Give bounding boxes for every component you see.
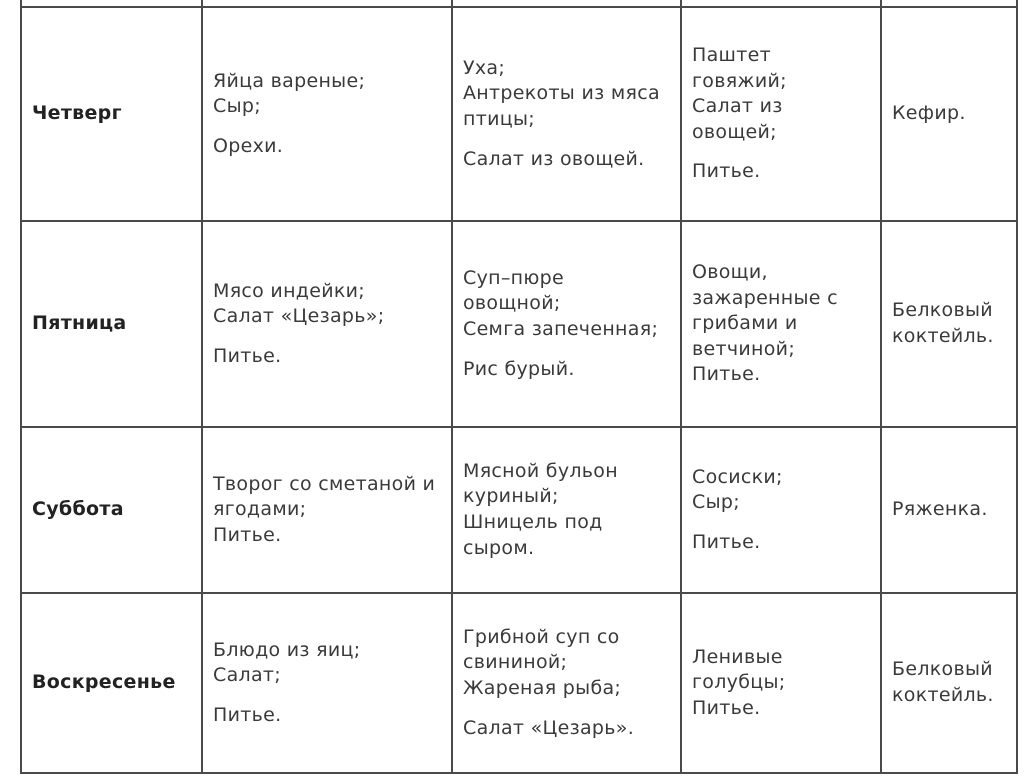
meal-item: Салат; [213, 664, 281, 687]
meal-item: свининой; [463, 651, 568, 674]
meal-item: Салат из [692, 95, 783, 118]
meal-item: Суп–пюре [463, 266, 564, 289]
table-row [21, 221, 1017, 427]
breakfast-cell [202, 221, 452, 427]
dinner-cell [681, 427, 881, 593]
meal-item: Ряженка. [892, 498, 988, 521]
meal-item: Кефир. [892, 102, 966, 125]
meal-item: Мясной бульон [463, 459, 618, 482]
meal-item: куриный; [463, 485, 559, 508]
day-cell [21, 221, 202, 427]
lunch-cell [452, 221, 681, 427]
meal-item: Семга запеченная; [463, 318, 659, 340]
table-row [21, 7, 1017, 221]
meal-item: Белковый [892, 658, 993, 681]
snack-cell [881, 593, 1017, 773]
meal-item: зажаренные с [692, 286, 838, 309]
meal-item: Мясо индейки; [213, 279, 366, 302]
meal-item: овощей; [692, 120, 777, 143]
table-cell [881, 0, 1017, 7]
meal-item: Питье. [213, 523, 282, 546]
meal-item: Творог со сметаной и [213, 472, 436, 495]
meal-item: Сыр; [213, 95, 261, 118]
meal-item: Ленивые [692, 645, 783, 668]
day-cell [21, 593, 202, 773]
day-label: Воскресенье [32, 671, 176, 694]
meal-item: Паштет [692, 43, 771, 66]
dinner-cell [681, 593, 881, 773]
meal-item: сыром. [463, 536, 535, 559]
snack-cell [881, 221, 1017, 427]
meal-item: Питье. [692, 363, 761, 386]
meal-item: Салат из овощей. [463, 147, 645, 170]
snack-cell [881, 7, 1017, 221]
meal-item: Жареная рыба; [463, 677, 622, 699]
meal-item: Блюдо из яиц; [213, 638, 361, 661]
meal-item: Антрекоты из мяса [463, 82, 660, 105]
table-row [21, 593, 1017, 773]
meal-item: Питье. [692, 160, 761, 183]
meal-item: ягодами; [213, 498, 307, 521]
meal-item: ветчиной; [692, 337, 796, 360]
meal-item: говяжий; [692, 69, 787, 92]
breakfast-cell [202, 7, 452, 221]
meal-item: грибами и [692, 312, 798, 335]
meal-item: Питье. [692, 530, 761, 553]
meal-item: коктейль. [892, 684, 994, 706]
meal-item: Овощи, [692, 260, 768, 283]
meal-item: Грибной суп со [463, 625, 620, 648]
diet-menu-table [20, 0, 1018, 774]
table-cell [21, 0, 202, 7]
lunch-cell [452, 427, 681, 593]
day-label: Суббота [32, 498, 124, 521]
table-cell [202, 0, 452, 7]
meal-item: Сосиски; [692, 465, 783, 488]
meal-item: Уха; [463, 56, 506, 79]
meal-item: Белковый [892, 299, 993, 322]
meal-item: Питье. [692, 696, 761, 719]
meal-item: Яйца вареные; [213, 69, 366, 92]
meal-item: Салат «Цезарь»; [213, 305, 385, 328]
meal-item: голубцы; [692, 671, 786, 694]
day-cell [21, 7, 202, 221]
meal-item: овощной; [463, 292, 561, 315]
lunch-cell [452, 7, 681, 221]
breakfast-cell [202, 593, 452, 773]
meal-item: коктейль. [892, 325, 994, 347]
meal-item: птицы; [463, 108, 535, 130]
meal-item: Рис бурый. [463, 357, 575, 380]
breakfast-cell [202, 427, 452, 593]
lunch-cell [452, 593, 681, 773]
table-cell [452, 0, 681, 7]
meal-item: Орехи. [213, 134, 284, 157]
day-label: Пятница [32, 312, 127, 335]
snack-cell [881, 427, 1017, 593]
table-row [21, 427, 1017, 593]
meal-item: Салат «Цезарь». [463, 716, 635, 739]
day-label: Четверг [32, 102, 122, 125]
day-cell [21, 427, 202, 593]
meal-item: Сыр; [692, 491, 740, 514]
table-cell [681, 0, 881, 7]
meal-item: Питье. [213, 703, 282, 726]
dinner-cell [681, 221, 881, 427]
table-row-cutoff [21, 0, 1017, 7]
dinner-cell [681, 7, 881, 221]
meal-item: Шницель под [463, 511, 603, 533]
meal-item: Питье. [213, 344, 282, 367]
